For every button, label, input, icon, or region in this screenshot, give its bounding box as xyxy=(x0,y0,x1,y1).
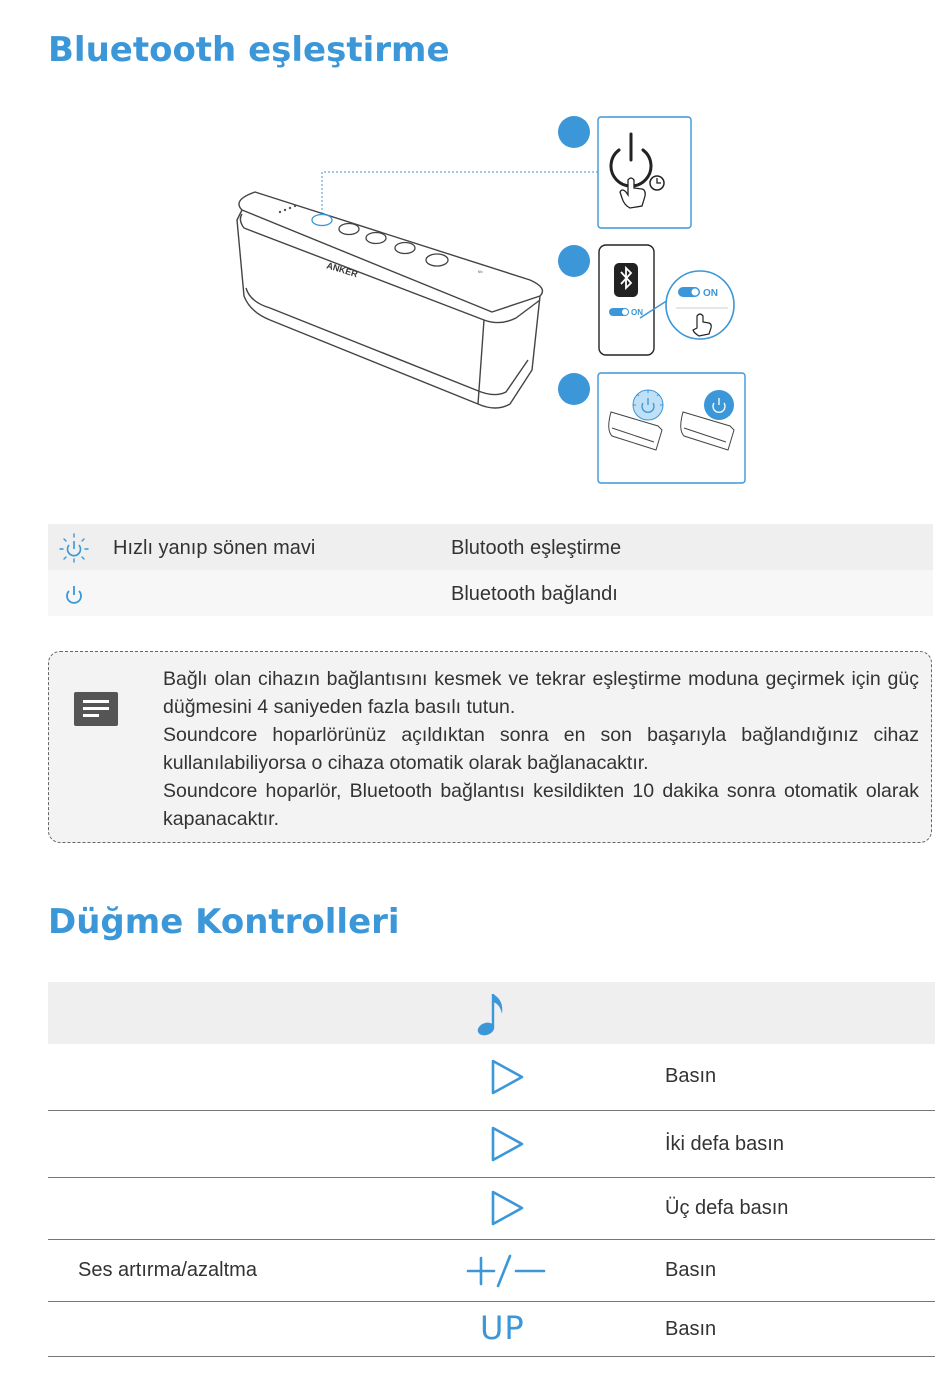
table-row xyxy=(48,1240,935,1302)
up-label: UP xyxy=(480,1309,525,1347)
step-marker-3 xyxy=(558,373,590,405)
led-description: Hızlı yanıp sönen mavi xyxy=(113,537,316,559)
speaker-minus-button xyxy=(339,224,359,235)
action-label: Üç defa basın xyxy=(665,1197,789,1219)
table-row xyxy=(48,1111,935,1178)
svg-text:ᴺᶠᶜ: ᴺᶠᶜ xyxy=(478,270,484,276)
plus-minus-icon xyxy=(464,1254,548,1288)
leader-line xyxy=(322,172,598,214)
table-row xyxy=(48,1044,935,1111)
phone-icon xyxy=(599,245,654,355)
note-paragraph-3: Soundcore hoparlör, Bluetooth bağlantısı kesildikten 10 dakika sonra otomatik olarak kapanacaktır. xyxy=(163,780,919,830)
play-icon xyxy=(490,1189,526,1227)
action-label: İki defa basın xyxy=(665,1133,784,1155)
svg-text:ON: ON xyxy=(631,308,643,317)
speaker-play-button xyxy=(366,233,386,244)
speaker-up-button xyxy=(426,254,448,266)
pairing-illustration xyxy=(0,100,950,500)
led-status: Blutooth eşleştirme xyxy=(451,537,622,559)
speaker-buttons xyxy=(312,215,448,267)
speaker-power-button xyxy=(312,215,332,226)
blinking-power-icon xyxy=(58,532,90,564)
note-paragraph-2: Soundcore hoparlörünüz açıldıktan sonra en son başarıyla bağlandığınız cihaz kullanılabiliyorsa o cihaza otomatik olarak bağlanacaktır. xyxy=(163,724,919,774)
led-status-table xyxy=(48,524,933,616)
speaker-led-dots xyxy=(279,205,296,213)
speaker-illustration xyxy=(237,192,542,408)
led-status: Bluetooth bağlandı xyxy=(451,583,618,605)
led-row-blinking xyxy=(48,524,933,570)
note-icon xyxy=(74,692,118,726)
section-title-bluetooth: Bluetooth eşleştirme xyxy=(48,30,450,70)
action-label: Basın xyxy=(665,1318,717,1340)
play-icon xyxy=(490,1125,526,1163)
note-box xyxy=(48,651,932,843)
note-text xyxy=(163,665,919,833)
step-marker-1 xyxy=(558,116,590,148)
section-title-buttons: Düğme Kontrolleri xyxy=(48,902,400,942)
step-marker-2 xyxy=(558,245,590,277)
svg-text:ON: ON xyxy=(703,288,718,299)
action-label: Basın xyxy=(665,1259,717,1281)
table-row xyxy=(48,1178,935,1240)
function-label: Ses artırma/azaltma xyxy=(78,1259,257,1281)
step-3-box xyxy=(598,373,745,483)
note-paragraph-1: Bağlı olan cihazın bağlantısını kesmek ve tekrar eşleştirme moduna geçirmek için güç düğmesini 4 saniyeden fazla basılı tutun. xyxy=(163,668,919,718)
table-header xyxy=(48,982,935,1044)
music-note-icon xyxy=(476,990,508,1038)
button-controls-table xyxy=(48,982,935,1357)
action-label: Basın xyxy=(665,1065,717,1087)
led-row-solid xyxy=(48,570,933,616)
speaker-plus-button xyxy=(395,243,415,254)
play-icon xyxy=(490,1058,526,1096)
speaker-brand: ANKER xyxy=(325,260,359,280)
table-row xyxy=(48,1302,935,1357)
power-icon xyxy=(58,578,90,610)
